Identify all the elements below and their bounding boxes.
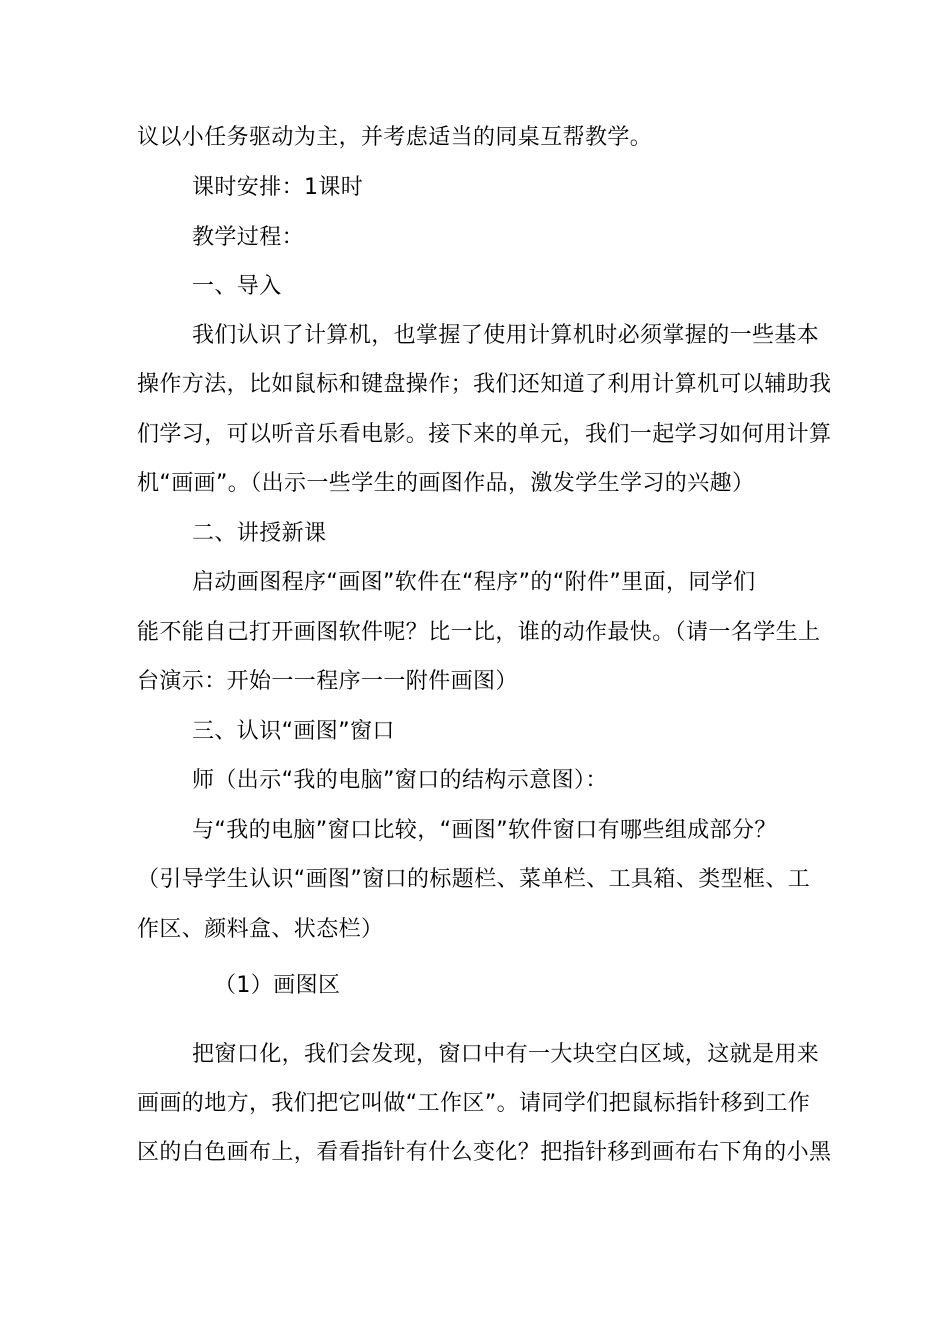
paragraph-line: 机“画画”。（出示一些学生的画图作品，激发学生学习的兴趣） [137,471,755,496]
paragraph-line: （引导学生认识“画图”窗口的标题栏、菜单栏、工具箱、类型框、工 [137,867,811,892]
paragraph-line: 启动画图程序“画图”软件在“程序”的“附件”里面，同学们 [192,570,756,595]
section-heading: 教学过程： [192,225,305,250]
paragraph-line: 把窗口化，我们会发现，窗口中有一大块空白区域，这就是用来 [192,1042,820,1067]
paragraph-line: 区的白色画布上，看看指针有什么变化？把指针移到画布右下角的小黑 [137,1140,832,1165]
paragraph-line: 我们认识了计算机，也掌握了使用计算机时必须掌握的一些基本 [192,323,820,348]
paragraph-line: 议以小任务驱动为主，并考虑适当的同桌互帮教学。 [137,125,653,150]
paragraph-line: 操作方法，比如鼠标和键盘操作；我们还知道了利用计算机可以辅助我 [137,372,832,397]
section-heading: 一、导入 [192,274,282,299]
paragraph-line: 们学习，可以听音乐看电影。接下来的单元，我们一起学习如何用计算 [137,422,832,447]
paragraph-line: 能不能自己打开画图软件呢？比一比，谁的动作最快。（请一名学生上 [137,620,821,645]
paragraph-line: 作区、颜料盒、状态栏） [137,917,384,942]
paragraph-line: 师（出示“我的电脑”窗口的结构示意图）： [192,768,608,793]
subsection-heading: （1）画图区 [214,973,341,998]
section-heading: 二、讲授新课 [192,521,327,546]
paragraph-line: 画画的地方，我们把它叫做“工作区”。请同学们把鼠标指针移到工作 [137,1091,811,1116]
class-hours-line: 课时安排：1课时 [192,175,364,200]
section-heading: 三、认识“画图”窗口 [192,719,395,744]
paragraph-line: 与“我的电脑”窗口比较，“画图”软件窗口有哪些组成部分？ [192,818,777,843]
paragraph-line: 台演示：开始一一程序一一附件画图） [137,669,518,694]
